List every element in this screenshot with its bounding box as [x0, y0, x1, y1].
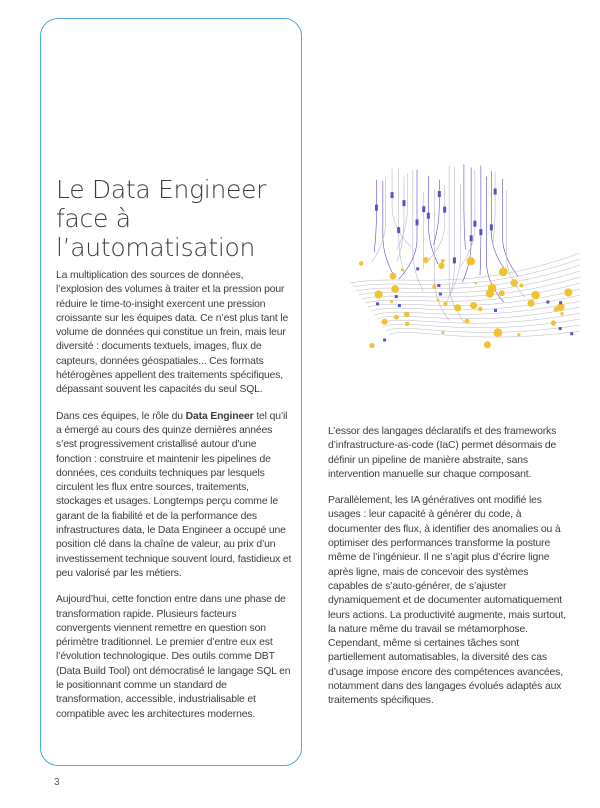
data-dot [390, 300, 393, 303]
data-dot [359, 261, 364, 266]
pipeline-node [422, 206, 425, 212]
data-dot [484, 341, 491, 348]
data-dot [494, 328, 503, 337]
data-pipeline-network-illustration [345, 163, 585, 363]
data-dot [511, 279, 518, 286]
pipeline-line [491, 171, 506, 272]
left-column [56, 269, 292, 734]
pipeline-line [397, 176, 404, 261]
data-dot [474, 282, 477, 285]
pipeline-line [372, 178, 386, 262]
data-dot [551, 320, 556, 325]
data-square [559, 301, 562, 304]
data-dot [499, 290, 505, 296]
pipeline-line [493, 172, 495, 245]
data-dot [454, 304, 461, 311]
right-paragraph-2: Parallèlement, les IA génératives ont modifié les usages : leur capacité à générer du code, à documenter des flux, à identifier des anomalies ou à optimiser des performances transforme la posture même de l’ingénieur. Il ne s’agit plus d’écrire ligne après ligne, mais de concevoir des systèmes capables de s’auto-générer, de s’ajuster dynamiquement et de documenter automatiquement leurs actions. La productivité augmente, mais surtout, la nature même du travail se métamorphose. Cependant, même si certaines tâches sont partiellement automatisables, la diversité des cas d’usage impose encore des compétences avancées, notamment dans des langages évolués adaptés aux traitements spécifiques. [328, 495, 566, 707]
data-square [437, 284, 440, 287]
circuit-wave [380, 313, 580, 323]
pipeline-node [391, 192, 394, 198]
data-dot [437, 299, 440, 302]
data-dot [391, 285, 399, 293]
pipeline-node [494, 189, 497, 195]
data-square [398, 304, 401, 307]
pipeline-node [443, 207, 446, 213]
data-dot [369, 343, 374, 348]
pipeline-line [445, 167, 454, 307]
data-dot [441, 331, 444, 334]
page-number: 3 [54, 777, 60, 788]
data-dot [401, 269, 404, 272]
pipeline-line [460, 170, 475, 267]
data-square [395, 295, 398, 298]
data-dot [554, 307, 559, 312]
pipeline-node [438, 191, 441, 197]
data-dot [390, 273, 397, 280]
pipeline-line [399, 169, 406, 277]
pipeline-line [434, 189, 448, 321]
data-dot [405, 322, 410, 327]
data-square [416, 267, 419, 270]
pipeline-line [480, 166, 481, 276]
pipeline-node [479, 229, 482, 235]
data-dot [464, 319, 469, 324]
data-square [376, 302, 379, 305]
data-square [439, 292, 442, 295]
left-paragraph-2-end: tel qu’il a émergé au cours des quinze dernières années s’est progressivement cristallisé autour d’une fonction : construire et maintenir les pipelines de données, ces conduits techniques par lesquels circulent les flux entre sources, traitements, stockages et usages. Longtemps perçu comme le garant de la fiabilité et de la performance des infrastructures data, le Data Engineer a occupé une position clé dans la chaîne de valeur, au prix d’un investissement technique souvent lourd, fastidieux et peu valorisé par les métiers. [56, 410, 292, 579]
page-title: Le Data Engineer face à l’automatisation [56, 175, 267, 262]
circuit-wave [389, 331, 580, 337]
circuit-wave [386, 325, 580, 332]
data-dot [560, 312, 563, 315]
pipeline-line [449, 166, 464, 323]
data-square [494, 309, 497, 312]
data-dot [517, 333, 520, 336]
data-dot [423, 257, 429, 263]
pipeline-node [470, 235, 473, 241]
data-dot [441, 259, 445, 263]
pipeline-line [413, 170, 423, 291]
data-dot [394, 315, 399, 320]
data-square [570, 332, 573, 335]
data-dot [470, 302, 477, 309]
pipeline-node [402, 200, 405, 206]
data-dot [478, 307, 483, 312]
pipeline-node [375, 205, 378, 211]
data-square [383, 339, 386, 342]
pipeline-line [503, 179, 519, 277]
pipeline-line [428, 176, 438, 264]
data-square [559, 327, 562, 330]
data-dot [438, 263, 444, 269]
data-square [546, 301, 549, 304]
data-dot [432, 285, 436, 289]
left-paragraph-2 [56, 410, 292, 582]
right-column [328, 425, 568, 721]
pipeline-node [473, 221, 476, 227]
data-dot [527, 300, 534, 307]
data-dot [488, 284, 497, 293]
left-paragraph-1: La multiplication des sources de données, l’explosion des volumes à traiter et la pression pour réduire le time-to-insight exercent une pression croissante sur les équipes data. Ce n’est plus tant le volume de données qui constitue un frein, mais leur diversité : documents textuels, images, flux de capteurs, données géospatiales... Ces formats hétérogènes appellent des traitements spécifiques, dépassant souvent les capacités du seul SQL. [56, 270, 289, 396]
data-dot [466, 257, 475, 266]
pipeline-node [453, 257, 456, 263]
data-dot [531, 291, 539, 299]
pipeline-node [397, 227, 400, 233]
left-paragraph-2-start: Dans ces équipes, le rôle du [56, 410, 186, 422]
pipeline-line [374, 180, 376, 252]
data-dot [443, 302, 447, 306]
circuit-wave [356, 265, 580, 291]
pipeline-node [490, 224, 493, 230]
left-paragraph-3: Aujourd’hui, cette fonction entre dans une phase de transformation rapide. Plusieurs facteurs convergents viennent remettre en question son périmètre traditionnel. Le premier d’entre eux est l’évolution technologique. Des outils comme DBT (Data Build Tool) ont démocratisé le langage SQL en le positionnant comme un standard de transformation, accessible, industrialisable et compatible avec les architectures modernes. [56, 594, 291, 720]
data-dot [375, 290, 383, 298]
pipeline-node [416, 219, 419, 225]
pipeline-line [464, 164, 465, 249]
pipeline-line [392, 168, 411, 247]
circuit-wave [353, 259, 580, 287]
data-dot [520, 284, 524, 288]
pipeline-node [427, 213, 430, 219]
data-engineer-bold: Data Engineer [185, 410, 254, 422]
data-dot [382, 319, 388, 325]
circuit-wave [350, 253, 580, 283]
data-dot [404, 312, 410, 318]
right-paragraph-1: L’essor des langages déclaratifs et des frameworks d’infrastructure-as-code (IaC) permet désormais de définir un pipeline de manière abstraite, sans intervention manuelle sur chaque composant. [328, 426, 557, 480]
data-dot [564, 288, 572, 296]
data-dot [499, 268, 508, 277]
